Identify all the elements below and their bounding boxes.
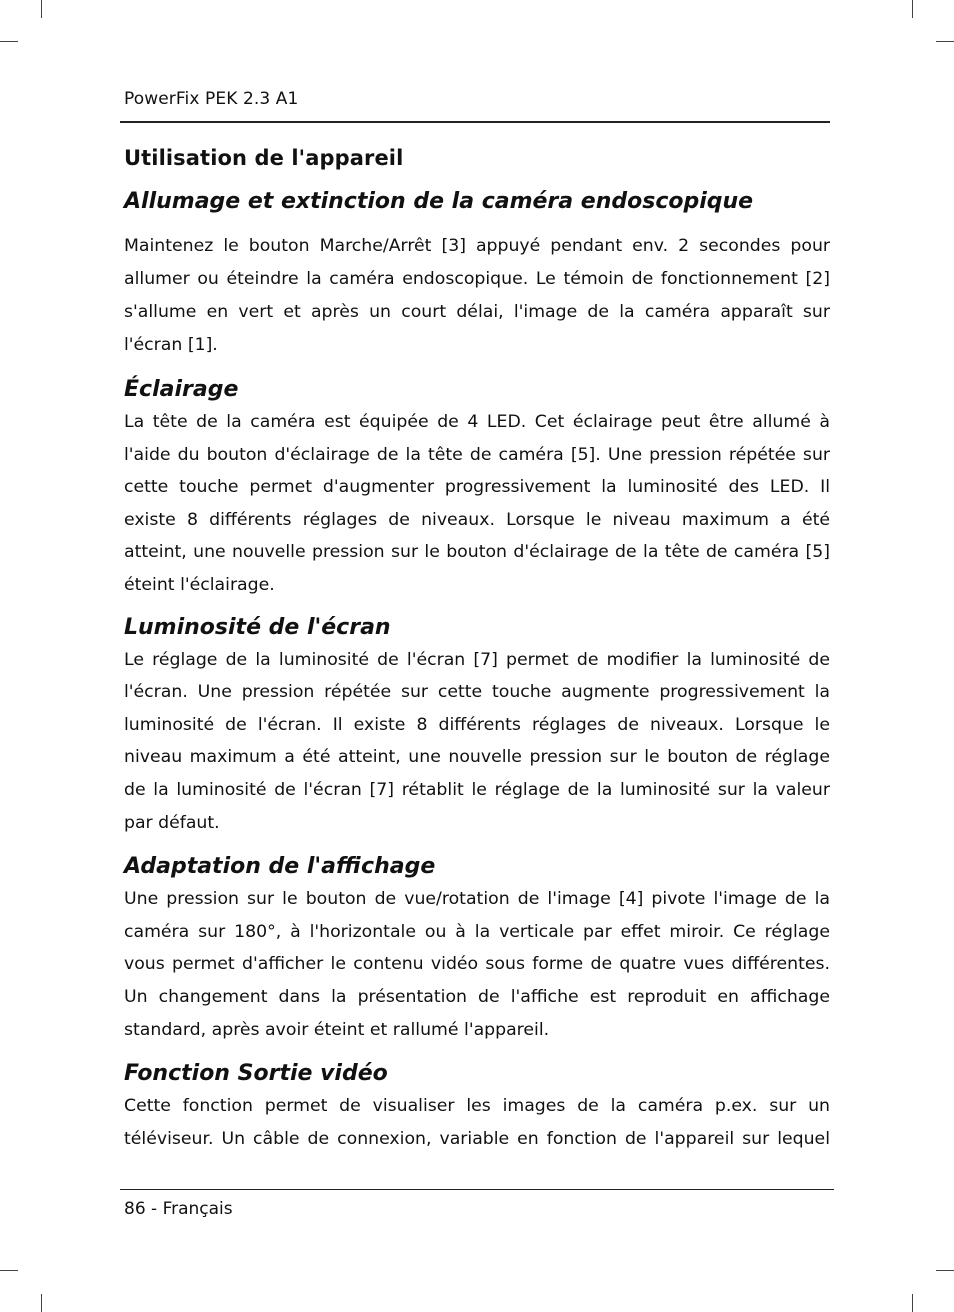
- footer-rule: [120, 1189, 834, 1190]
- crop-mark: [0, 41, 18, 42]
- crop-mark: [0, 1270, 18, 1271]
- section-title: Utilisation de l'appareil: [124, 146, 404, 170]
- subsection-heading: Fonction Sortie vidéo: [124, 1061, 388, 1087]
- header-rule: [120, 121, 830, 123]
- crop-mark: [41, 0, 42, 18]
- subsection-heading: Éclairage: [124, 377, 239, 402]
- crop-mark: [936, 41, 954, 42]
- paragraph: La tête de la caméra est équipée de 4 LED. Cet éclairage peut être allumé à l'aide du bouton d'éclairage de la tête de caméra [5]. Une pression répétée sur cette touche permet d'augmenter progressivement la luminosité des LED. Il existe 8 différents réglages de niveaux. Lorsque le niveau maximum a été atteint, une nouvelle pression sur le bouton d'éclairage de la tête de caméra [5] éteint l'éclairage.: [124, 412, 830, 595]
- running-header: PowerFix PEK 2.3 A1: [124, 89, 299, 109]
- crop-mark: [936, 1270, 954, 1271]
- paragraph: Maintenez le bouton Marche/Arrêt [3] appuyé pendant env. 2 secondes pour allumer ou éteindre la caméra endoscopique. Le témoin de fonctionnement [2] s'allume en vert et après un court délai, l'image de la caméra apparaît sur l'écran [1].: [124, 236, 830, 355]
- page-content: [124, 142, 830, 1155]
- paragraph: Une pression sur le bouton de vue/rotation de l'image [4] pivote l'image de la caméra sur 180°, à l'horizontale ou à la verticale par effet miroir. Ce réglage vous permet d'afficher le contenu vidéo sous forme de quatre vues différentes. Un changement dans la présentation de l'affiche est reproduit en affichage standard, après avoir éteint et rallumé l'appareil.: [124, 889, 830, 1040]
- crop-mark: [41, 1294, 42, 1312]
- crop-mark: [912, 0, 913, 18]
- subsection-heading: Luminosité de l'écran: [124, 614, 391, 640]
- crop-mark: [912, 1294, 913, 1312]
- subsection-heading: Adaptation de l'affichage: [124, 854, 436, 880]
- paragraph: Le réglage de la luminosité de l'écran [7] permet de modifier la luminosité de l'écran. Une pression répétée sur cette touche augmente progressivement la luminosité de l'écran. Il existe 8 différents réglages de niveaux. Lorsque le niveau maximum a été atteint, une nouvelle pression sur le bouton de réglage de la luminosité de l'écran [7] rétablit le réglage de la luminosité sur la valeur par défaut.: [124, 649, 830, 833]
- page-number: 86 - Français: [124, 1199, 233, 1219]
- paragraph: Cette fonction permet de visualiser les images de la caméra p.ex. sur un téléviseur. Un câble de connexion, variable en fonction de l'appareil sur lequel: [124, 1096, 830, 1149]
- subsection-heading: Allumage et extinction de la caméra endoscopique: [124, 189, 754, 214]
